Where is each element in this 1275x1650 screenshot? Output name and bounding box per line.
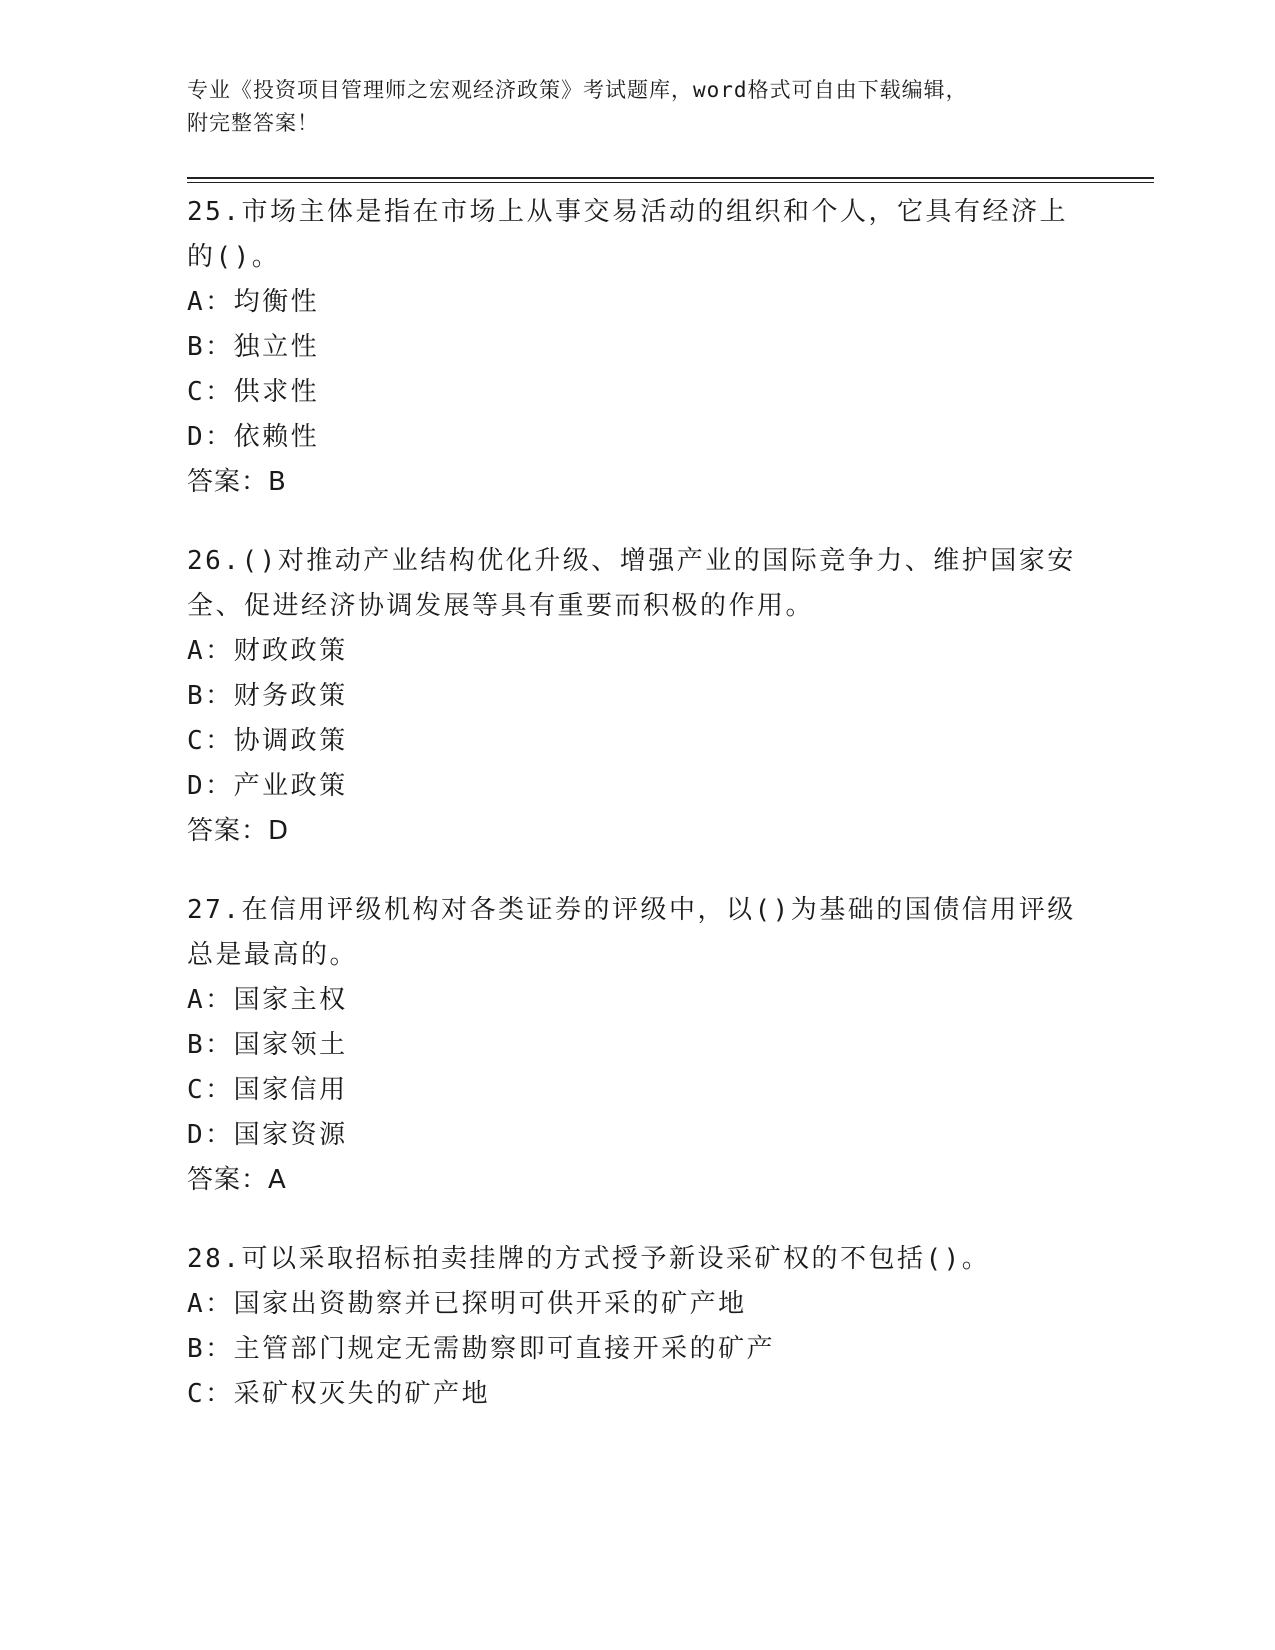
answer-line: 答案：D	[187, 816, 290, 846]
option-b: B：独立性	[187, 332, 320, 362]
header-line-1: 专业《投资项目管理师之宏观经济政策》考试题库，word格式可自由下载编辑，	[187, 78, 968, 102]
option-d: D：产业政策	[187, 771, 348, 801]
question-stem: 26.()对推动产业结构优化升级、增强产业的国际竞争力、维护国家安全、促进经济协调发展等具有重要而积极的作用。	[187, 546, 1076, 621]
option-a: A：国家主权	[187, 985, 348, 1015]
answer-line: 答案：B	[187, 467, 287, 497]
question-stem: 28.可以采取招标拍卖挂牌的方式授予新设采矿权的不包括()。	[187, 1244, 991, 1274]
question-stem: 27.在信用评级机构对各类证券的评级中，以()为基础的国债信用评级总是最高的。	[187, 895, 1076, 970]
question-item	[187, 888, 1087, 1203]
answer-line: 答案：A	[187, 1165, 287, 1195]
option-a: A：国家出资勘察并已探明可供开采的矿产地	[187, 1289, 747, 1319]
question-item	[187, 539, 1087, 854]
option-b: B：财务政策	[187, 681, 348, 711]
question-stem: 25.市场主体是指在市场上从事交易活动的组织和个人，它具有经济上的()。	[187, 197, 1068, 272]
option-c: C：国家信用	[187, 1075, 348, 1105]
question-list	[187, 190, 1087, 1451]
option-c: C：协调政策	[187, 726, 348, 756]
header-divider-thick	[187, 177, 1154, 179]
question-item	[187, 1237, 1087, 1417]
option-c: C：采矿权灭失的矿产地	[187, 1379, 491, 1409]
option-a: A：财政政策	[187, 636, 348, 666]
option-d: D：国家资源	[187, 1120, 348, 1150]
question-item	[187, 190, 1087, 505]
option-a: A：均衡性	[187, 287, 320, 317]
document-header	[187, 74, 1067, 140]
option-c: C：供求性	[187, 377, 320, 407]
header-line-2: 附完整答案！	[187, 111, 319, 135]
option-d: D：依赖性	[187, 422, 320, 452]
header-divider-thin	[187, 182, 1154, 183]
option-b: B：主管部门规定无需勘察即可直接开采的矿产	[187, 1334, 776, 1364]
option-b: B：国家领土	[187, 1030, 348, 1060]
